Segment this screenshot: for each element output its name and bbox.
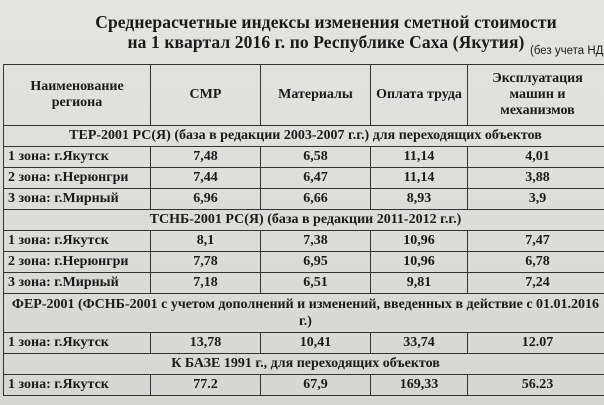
table-row bbox=[4, 375, 604, 396]
materials-cell: 67,9 bbox=[261, 375, 371, 396]
document-title-line1: Среднерасчетные индексы изменения сметной стоимости bbox=[95, 12, 557, 32]
region-cell: 1 зона: г.Якутск bbox=[4, 333, 151, 354]
table-row bbox=[4, 231, 604, 252]
machines-cell: 4,01 bbox=[468, 147, 604, 168]
section-title: ТЕР-2001 РС(Я) (база в редакции 2003-2007 г.г.) для переходящих объектов bbox=[4, 126, 604, 147]
section-title-row bbox=[4, 354, 604, 375]
smr-cell: 7,18 bbox=[151, 273, 261, 294]
smr-cell: 6,96 bbox=[151, 189, 261, 210]
labor-cell: 11,14 bbox=[371, 168, 468, 189]
smr-cell: 7,44 bbox=[151, 168, 261, 189]
region-cell: 1 зона: г.Якутск bbox=[4, 231, 151, 252]
machines-cell: 7,47 bbox=[468, 231, 604, 252]
index-table bbox=[3, 64, 604, 396]
machines-cell: 7,24 bbox=[468, 273, 604, 294]
section-title: К БАЗЕ 1991 г., для переходящих объектов bbox=[4, 354, 604, 375]
materials-cell: 6,66 bbox=[261, 189, 371, 210]
section-title-row bbox=[4, 210, 604, 231]
header-labor: Оплата труда bbox=[371, 65, 468, 126]
vat-note: (без учета НД bbox=[530, 45, 604, 57]
machines-cell: 6,78 bbox=[468, 252, 604, 273]
smr-cell: 77.2 bbox=[151, 375, 261, 396]
region-cell: 2 зона: г.Нерюнгри bbox=[4, 252, 151, 273]
region-cell: 3 зона: г.Мирный bbox=[4, 273, 151, 294]
table-row bbox=[4, 189, 604, 210]
machines-cell: 3,9 bbox=[468, 189, 604, 210]
region-cell: 1 зона: г.Якутск bbox=[4, 375, 151, 396]
header-smr: СМР bbox=[151, 65, 261, 126]
table-row bbox=[4, 168, 604, 189]
labor-cell: 8,93 bbox=[371, 189, 468, 210]
smr-cell: 7,48 bbox=[151, 147, 261, 168]
machines-cell: 56.23 bbox=[468, 375, 604, 396]
machines-cell: 3,88 bbox=[468, 168, 604, 189]
table-row bbox=[4, 147, 604, 168]
materials-cell: 6,51 bbox=[261, 273, 371, 294]
section-title: ФЕР-2001 (ФСНБ-2001 с учетом дополнений и изменений, введенных в действие с 01.01.2016 г.) bbox=[4, 294, 604, 333]
region-cell: 2 зона: г.Нерюнгри bbox=[4, 168, 151, 189]
materials-cell: 7,38 bbox=[261, 231, 371, 252]
header-machines: Эксплуатация машин и механизмов bbox=[468, 65, 604, 126]
smr-cell: 8,1 bbox=[151, 231, 261, 252]
labor-cell: 9,81 bbox=[371, 273, 468, 294]
section-title: ТСНБ-2001 РС(Я) (база в редакции 2011-2012 г.г.) bbox=[4, 210, 604, 231]
region-cell: 3 зона: г.Мирный bbox=[4, 189, 151, 210]
labor-cell: 10,96 bbox=[371, 231, 468, 252]
labor-cell: 10,96 bbox=[371, 252, 468, 273]
document-title-line2: на 1 квартал 2016 г. по Республике Саха (Якутия) bbox=[127, 32, 525, 52]
labor-cell: 33,74 bbox=[371, 333, 468, 354]
materials-cell: 6,47 bbox=[261, 168, 371, 189]
smr-cell: 13,78 bbox=[151, 333, 261, 354]
table-row bbox=[4, 252, 604, 273]
table-header-row bbox=[4, 65, 604, 126]
section-title-row bbox=[4, 294, 604, 333]
header-materials: Материалы bbox=[261, 65, 371, 126]
table-row bbox=[4, 273, 604, 294]
machines-cell: 12.07 bbox=[468, 333, 604, 354]
materials-cell: 6,58 bbox=[261, 147, 371, 168]
region-cell: 1 зона: г.Якутск bbox=[4, 147, 151, 168]
header-region: Наименование региона bbox=[4, 65, 151, 126]
materials-cell: 6,95 bbox=[261, 252, 371, 273]
materials-cell: 10,41 bbox=[261, 333, 371, 354]
labor-cell: 11,14 bbox=[371, 147, 468, 168]
smr-cell: 7,78 bbox=[151, 252, 261, 273]
section-title-row bbox=[4, 126, 604, 147]
labor-cell: 169,33 bbox=[371, 375, 468, 396]
table-row bbox=[4, 333, 604, 354]
